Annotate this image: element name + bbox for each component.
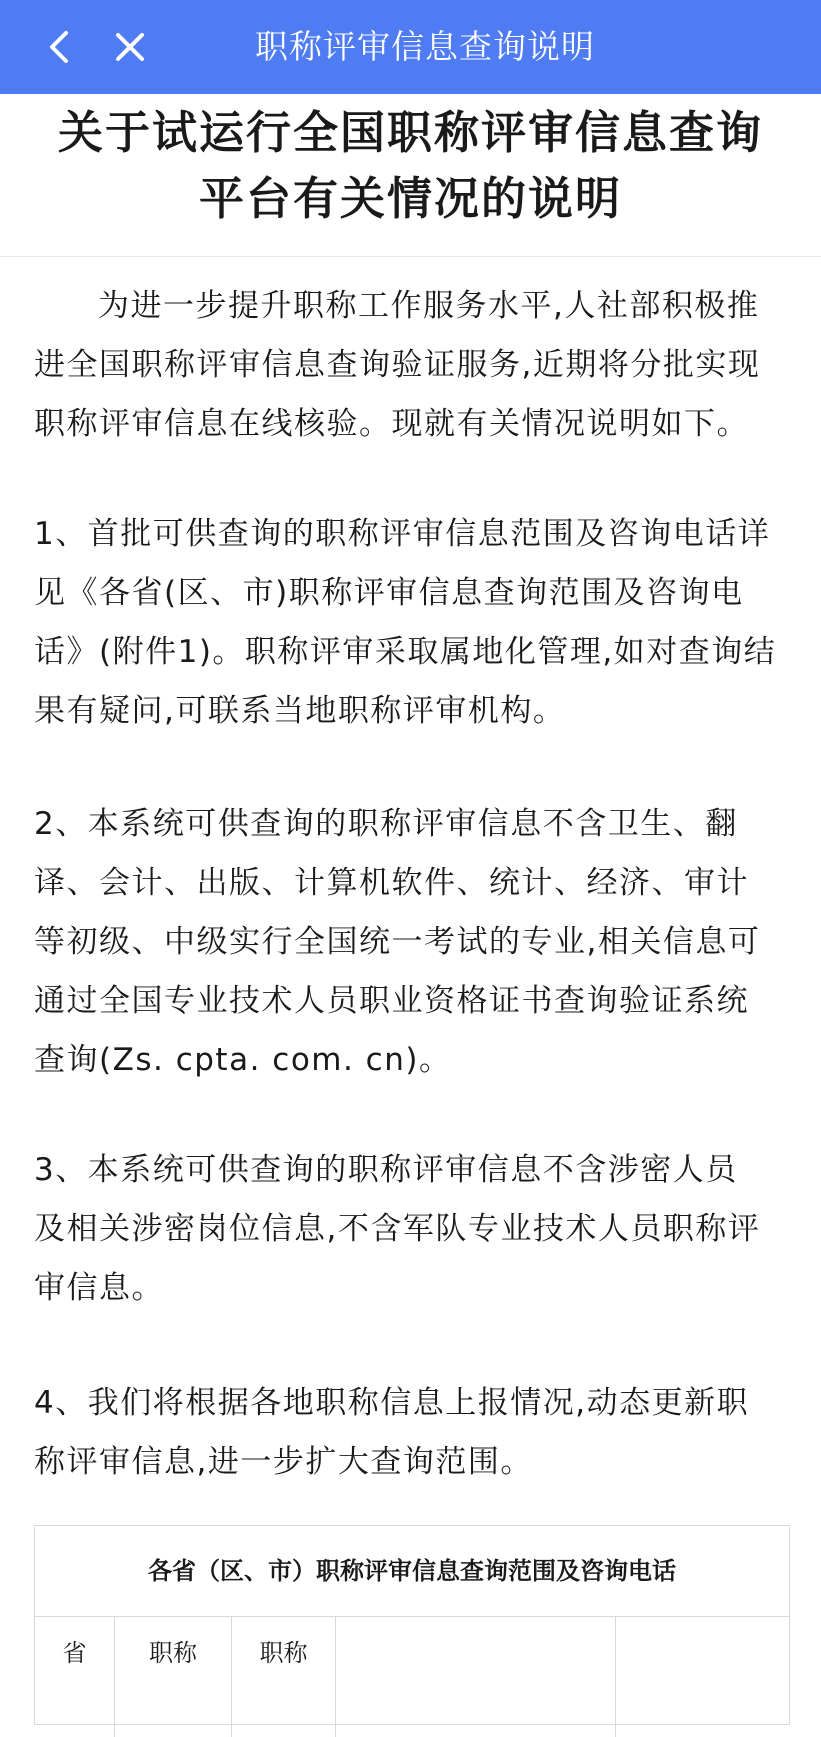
table-header-cell-empty [336,1617,616,1737]
paragraph-line: 为进一步提升职称工作服务水平,人社部积极推 [98,288,760,324]
intro-paragraph [34,277,794,454]
top-nav-bar [0,0,821,94]
paragraph-line: 审信息。 [34,1270,164,1306]
item-2-paragraph [34,795,794,1090]
paragraph-line: 查询(Zs. cpta. com. cn)。 [34,1042,452,1078]
article-title-line: 平台有关情况的说明 [198,172,622,225]
paragraph-line: 1、首批可供查询的职称评审信息范围及咨询电话详 [34,516,771,552]
paragraph-line: 见《各省(区、市)职称评审信息查询范围及咨询电 [34,575,744,611]
paragraph-line: 3、本系统可供查询的职称评审信息不含涉密人员 [34,1152,738,1188]
paragraph-line: 进全国职称评审信息查询验证服务,近期将分批实现 [34,347,761,383]
article-title [0,100,821,232]
paragraph-line: 职称评审信息在线核验。现就有关情况说明如下。 [34,406,749,442]
nav-title: 职称评审信息查询说明 [255,27,595,66]
table-header-cell: 省 [35,1617,115,1737]
paragraph-line: 等初级、中级实行全国统一考试的专业,相关信息可 [34,924,761,960]
attachment-table [34,1525,790,1725]
paragraph-line: 及相关涉密岗位信息,不含军队专业技术人员职称评 [34,1211,761,1247]
paragraph-line: 2、本系统可供查询的职称评审信息不含卫生、翻 [34,806,738,842]
chevron-left-icon[interactable] [40,27,80,67]
table-header-cell: 职称 [232,1617,336,1737]
paragraph-line: 果有疑问,可联系当地职称评审机构。 [34,693,566,729]
title-divider [0,256,821,257]
article-title-line: 关于试运行全国职称评审信息查询 [57,106,763,159]
paragraph-line: 称评审信息,进一步扩大查询范围。 [34,1444,533,1480]
paragraph-line: 话》(附件1)。职称评审采取属地化管理,如对查询结 [34,634,777,670]
item-1-paragraph [34,505,794,741]
item-4-paragraph [34,1374,794,1492]
paragraph-line: 通过全国专业技术人员职业资格证书查询验证系统 [34,983,749,1019]
table-caption: 各省（区、市）职称评审信息查询范围及咨询电话 [35,1526,789,1617]
close-icon[interactable] [110,27,150,67]
table-header-cell: 职称 [115,1617,232,1737]
paragraph-line: 4、我们将根据各地职称信息上报情况,动态更新职 [34,1385,750,1421]
item-3-paragraph [34,1141,794,1318]
paragraph-line: 译、会计、出版、计算机软件、统计、经济、审计 [34,865,749,901]
